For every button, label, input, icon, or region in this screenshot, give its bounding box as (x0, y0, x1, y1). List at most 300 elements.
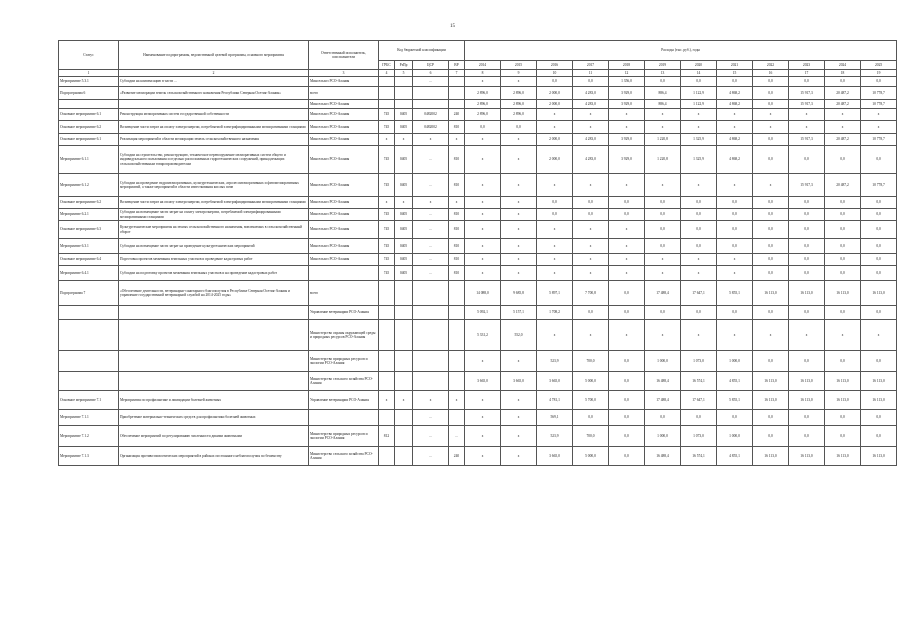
value-cell: 0,0 (717, 197, 753, 209)
value-cell: 4 781,1 (537, 391, 573, 410)
value-cell: х (501, 174, 537, 197)
executor-cell: Министерство природных ресурсов и экологии РСО-Алания (309, 426, 379, 447)
status-cell (59, 306, 119, 320)
value-cell: х (573, 320, 609, 351)
value-cell: 3 929,0 (609, 146, 645, 174)
value-cell: х (573, 239, 609, 254)
name-cell (119, 306, 309, 320)
value-cell: 0,0 (537, 209, 573, 221)
executor-cell: Министерство природных ресурсов и экологии РСО-Алания (309, 351, 379, 372)
name-cell: Субсидии на возмещение части затрат на оплату электроэнергии, потребляемой электрифицированными мелиоративными станциями (119, 209, 309, 221)
value-cell: 16 113,0 (753, 447, 789, 466)
rzpr-cell (395, 281, 413, 306)
value-cell: 16 113,0 (789, 281, 825, 306)
value-cell: х (645, 121, 681, 134)
value-cell: 0,0 (609, 426, 645, 447)
value-cell: 17 647,1 (681, 391, 717, 410)
value-cell: 16 113,0 (861, 391, 897, 410)
csr-cell: ... (413, 221, 449, 239)
value-cell: 2 000,0 (537, 134, 573, 146)
grbs-cell (379, 447, 395, 466)
value-cell: 16 113,0 (825, 281, 861, 306)
header-year-1: 2015 (501, 61, 537, 70)
name-cell (119, 351, 309, 372)
value-cell: 4 868,2 (717, 134, 753, 146)
value-cell: 0,0 (861, 197, 897, 209)
csr-cell: х (413, 197, 449, 209)
header-code-1: РзПр (395, 61, 413, 70)
rzpr-cell: 0405 (395, 146, 413, 174)
value-cell: 700,0 (573, 351, 609, 372)
rzpr-cell: х (395, 134, 413, 146)
rzpr-cell: 0405 (395, 239, 413, 254)
value-cell: 0,0 (681, 209, 717, 221)
value-cell: х (681, 174, 717, 197)
header-name: Наименование подпрограммы, ведомственной целевой программы, основного мероприятия (119, 41, 309, 70)
header-status: Статус (59, 41, 119, 70)
vr-cell: 810 (449, 121, 465, 134)
column-number: 3 (309, 70, 379, 77)
vr-cell: 810 (449, 239, 465, 254)
header-executor: Ответственный исполнитель, соисполнители (309, 41, 379, 70)
value-cell: х (609, 239, 645, 254)
table-row (59, 134, 897, 146)
vr-cell: 810 (449, 146, 465, 174)
status-cell (59, 372, 119, 391)
value-cell: 16 113,0 (789, 372, 825, 391)
value-cell: 0,0 (681, 77, 717, 87)
value-cell: 15 917,3 (789, 87, 825, 100)
value-cell: 0,0 (645, 221, 681, 239)
value-cell: х (501, 209, 537, 221)
value-cell: х (717, 121, 753, 134)
value-cell: 0,0 (609, 306, 645, 320)
value-cell: 2 000,0 (537, 87, 573, 100)
value-cell: х (573, 254, 609, 266)
vr-cell: 810 (449, 174, 465, 197)
status-cell: Мероприятие 7.1.1 (59, 410, 119, 426)
status-cell: Основное мероприятие 6.3 (59, 221, 119, 239)
value-cell: х (861, 109, 897, 121)
value-cell: х (465, 266, 501, 281)
value-cell: х (573, 121, 609, 134)
grbs-cell: 812 (379, 426, 395, 447)
value-cell: 569,1 (537, 410, 573, 426)
value-cell: х (537, 239, 573, 254)
value-cell: х (825, 109, 861, 121)
header-code-3: ВР (449, 61, 465, 70)
value-cell: 3 665,0 (537, 447, 573, 466)
value-cell: 0,0 (861, 351, 897, 372)
value-cell: 0,0 (645, 197, 681, 209)
value-cell: 1 000,0 (645, 351, 681, 372)
name-cell: Приобретение материально-технических средств для профилактики болезней животных (119, 410, 309, 426)
value-cell: х (717, 109, 753, 121)
header-year-6: 2020 (681, 61, 717, 70)
name-cell: Субсидии на компенсацию в части ... (119, 77, 309, 87)
status-cell: Мероприятие 6.2.1 (59, 209, 119, 221)
status-cell: Мероприятие 5.3.1 (59, 77, 119, 87)
value-cell: 0,0 (753, 351, 789, 372)
value-cell: 0,0 (609, 281, 645, 306)
csr-cell (413, 281, 449, 306)
vr-cell: х (449, 197, 465, 209)
value-cell: 20 487,2 (825, 174, 861, 197)
table-row (59, 221, 897, 239)
value-cell: 2 896,0 (501, 109, 537, 121)
header-code-0: ГРБС (379, 61, 395, 70)
status-cell: Основное мероприятие 6.4 (59, 254, 119, 266)
value-cell: 16 113,0 (753, 281, 789, 306)
value-cell: х (465, 146, 501, 174)
vr-cell (449, 351, 465, 372)
value-cell: 0,0 (789, 77, 825, 87)
value-cell: х (537, 266, 573, 281)
table-row (59, 254, 897, 266)
value-cell: 2 896,0 (465, 100, 501, 109)
vr-cell (449, 410, 465, 426)
value-cell: 0,0 (825, 209, 861, 221)
value-cell: х (609, 254, 645, 266)
grbs-cell: 745 (379, 109, 395, 121)
value-cell: 0,0 (573, 209, 609, 221)
vr-cell: 810 (449, 266, 465, 281)
value-cell: 0,0 (789, 209, 825, 221)
status-cell: Основное мероприятие 6.2 (59, 197, 119, 209)
table-row (59, 77, 897, 87)
value-cell: х (789, 121, 825, 134)
value-cell: 0,0 (825, 254, 861, 266)
value-cell: 0,0 (753, 239, 789, 254)
value-cell: 16 488,4 (645, 447, 681, 466)
executor-cell: Минсельхоз РСО-Алания (309, 254, 379, 266)
rzpr-cell: 0405 (395, 174, 413, 197)
name-cell (119, 100, 309, 109)
executor-cell: Минсельхоз РСО-Алания (309, 146, 379, 174)
rzpr-cell: х (395, 197, 413, 209)
value-cell: 5 000,0 (573, 372, 609, 391)
value-cell: х (861, 320, 897, 351)
value-cell: 5 157,1 (501, 306, 537, 320)
value-cell: х (501, 146, 537, 174)
grbs-cell (379, 100, 395, 109)
value-cell: 5 331,2 (465, 320, 501, 351)
vr-cell (449, 87, 465, 100)
column-number: 2 (119, 70, 309, 77)
executor-cell: Минсельхоз РСО-Алания (309, 121, 379, 134)
column-number: 18 (825, 70, 861, 77)
value-cell: 4 855,1 (717, 447, 753, 466)
table-row (59, 372, 897, 391)
value-cell: 0,0 (861, 426, 897, 447)
value-cell: х (465, 254, 501, 266)
value-cell: х (609, 121, 645, 134)
value-cell: 0,0 (573, 77, 609, 87)
rzpr-cell: 0405 (395, 266, 413, 281)
executor-cell: Минсельхоз РСО-Алания (309, 209, 379, 221)
value-cell: 4 855,1 (717, 372, 753, 391)
status-cell: Мероприятие 7.1.3 (59, 447, 119, 466)
value-cell: 1 356,0 (609, 77, 645, 87)
header-year-0: 2014 (465, 61, 501, 70)
table-row (59, 121, 897, 134)
rzpr-cell (395, 426, 413, 447)
value-cell: 0,0 (789, 146, 825, 174)
value-cell: х (753, 121, 789, 134)
value-cell: 0,0 (861, 221, 897, 239)
value-cell: 1 122,9 (681, 87, 717, 100)
value-cell: 4 283,0 (573, 134, 609, 146)
value-cell: 2 896,0 (465, 87, 501, 100)
table-row (59, 100, 897, 109)
table-row (59, 281, 897, 306)
csr-cell: 0482002 (413, 109, 449, 121)
value-cell: 0,0 (789, 266, 825, 281)
value-cell: 10 778,7 (861, 134, 897, 146)
value-cell: 0,0 (753, 134, 789, 146)
value-cell: 5 700,0 (573, 391, 609, 410)
value-cell: х (717, 254, 753, 266)
value-cell: 0,0 (861, 410, 897, 426)
grbs-cell: 745 (379, 266, 395, 281)
table-body (59, 77, 897, 466)
column-number: 12 (609, 70, 645, 77)
value-cell: х (537, 174, 573, 197)
value-cell: 0,0 (753, 254, 789, 266)
value-cell: х (645, 266, 681, 281)
value-cell: 700,0 (573, 426, 609, 447)
budget-table (58, 40, 897, 466)
vr-cell (449, 281, 465, 306)
column-number: 10 (537, 70, 573, 77)
value-cell: 16 113,0 (789, 391, 825, 410)
value-cell: 886,4 (645, 100, 681, 109)
executor-cell: Минсельхоз РСО-Алания (309, 109, 379, 121)
value-cell: 0,0 (681, 239, 717, 254)
value-cell: 0,0 (753, 410, 789, 426)
executor-cell: всего (309, 87, 379, 100)
value-cell: х (501, 221, 537, 239)
value-cell: 0,0 (573, 306, 609, 320)
executor-cell: Министерство охраны окружающей среды и природных ресурсов РСО-Алания (309, 320, 379, 351)
value-cell: х (465, 391, 501, 410)
rzpr-cell (395, 372, 413, 391)
rzpr-cell (395, 306, 413, 320)
executor-cell (309, 410, 379, 426)
executor-cell: Минсельхоз РСО-Алания (309, 197, 379, 209)
status-cell: Мероприятие 6.1.2 (59, 174, 119, 197)
value-cell: х (537, 109, 573, 121)
value-cell: х (645, 174, 681, 197)
value-cell: 16 113,0 (861, 447, 897, 466)
value-cell: 0,0 (753, 77, 789, 87)
rzpr-cell (395, 320, 413, 351)
header-year-3: 2017 (573, 61, 609, 70)
value-cell: х (501, 391, 537, 410)
column-number: 15 (717, 70, 753, 77)
csr-cell (413, 372, 449, 391)
header-year-2: 2016 (537, 61, 573, 70)
column-number: 17 (789, 70, 825, 77)
value-cell: х (573, 174, 609, 197)
status-cell: Основное мероприятие 7.1 (59, 391, 119, 410)
column-number: 11 (573, 70, 609, 77)
value-cell: 0,0 (753, 197, 789, 209)
header-year-9: 2023 (789, 61, 825, 70)
value-cell: 0,0 (681, 410, 717, 426)
value-cell: 1 000,0 (645, 426, 681, 447)
table-row (59, 209, 897, 221)
vr-cell: 810 (449, 254, 465, 266)
value-cell: 3 929,0 (609, 100, 645, 109)
value-cell: 0,0 (861, 266, 897, 281)
value-cell: 0,0 (609, 372, 645, 391)
grbs-cell: 745 (379, 174, 395, 197)
grbs-cell: 745 (379, 121, 395, 134)
value-cell: х (717, 174, 753, 197)
value-cell: 10 778,7 (861, 87, 897, 100)
value-cell: х (573, 221, 609, 239)
executor-cell: всего (309, 281, 379, 306)
value-cell: 16 113,0 (861, 372, 897, 391)
value-cell: 0,0 (753, 426, 789, 447)
table-row (59, 320, 897, 351)
table-row (59, 109, 897, 121)
value-cell: 0,0 (753, 221, 789, 239)
executor-cell: Управление ветеринарии РСО-Алания (309, 306, 379, 320)
page-number: 15 (450, 24, 455, 29)
value-cell: х (501, 239, 537, 254)
value-cell: х (501, 266, 537, 281)
name-cell: «Развитие мелиорации земель сельскохозяйственного назначения Республики Северная Осетия-Алания» (119, 87, 309, 100)
value-cell: х (753, 174, 789, 197)
grbs-cell (379, 87, 395, 100)
value-cell: 0,0 (753, 146, 789, 174)
value-cell: х (465, 209, 501, 221)
value-cell: 0,0 (861, 209, 897, 221)
table-row (59, 174, 897, 197)
value-cell: х (501, 77, 537, 87)
value-cell: 15 917,3 (789, 174, 825, 197)
value-cell: 0,0 (825, 306, 861, 320)
header-year-8: 2022 (753, 61, 789, 70)
value-cell: х (501, 134, 537, 146)
column-number: 13 (645, 70, 681, 77)
value-cell: 16 113,0 (861, 281, 897, 306)
name-cell (119, 320, 309, 351)
value-cell: х (465, 239, 501, 254)
table-row (59, 426, 897, 447)
column-number: 7 (449, 70, 465, 77)
csr-cell: х (413, 391, 449, 410)
name-cell: Культуртехнические мероприятия на землях сельскохозяйственного назначения, вовлекаемых в сельскохозяйственный оборот (119, 221, 309, 239)
grbs-cell (379, 77, 395, 87)
value-cell: х (609, 221, 645, 239)
column-number: 6 (413, 70, 449, 77)
value-cell: 0,0 (645, 410, 681, 426)
value-cell: 0,0 (789, 410, 825, 426)
rzpr-cell (395, 77, 413, 87)
value-cell: 0,0 (861, 77, 897, 87)
rzpr-cell: 0405 (395, 109, 413, 121)
csr-cell (413, 306, 449, 320)
value-cell: х (609, 320, 645, 351)
value-cell: х (537, 320, 573, 351)
value-cell: 0,0 (645, 77, 681, 87)
grbs-cell (379, 320, 395, 351)
value-cell: 0,0 (789, 426, 825, 447)
value-cell: 1 073,0 (681, 351, 717, 372)
csr-cell: ... (413, 209, 449, 221)
value-cell: х (501, 197, 537, 209)
value-cell: 0,0 (717, 410, 753, 426)
value-cell: 2 896,0 (501, 87, 537, 100)
value-cell: х (465, 197, 501, 209)
csr-cell (413, 320, 449, 351)
name-cell (119, 372, 309, 391)
header-year-4: 2018 (609, 61, 645, 70)
value-cell: 16 113,0 (753, 372, 789, 391)
value-cell: 0,0 (825, 197, 861, 209)
value-cell: х (501, 447, 537, 466)
value-cell: х (501, 426, 537, 447)
value-cell: 10 778,7 (861, 174, 897, 197)
value-cell: х (501, 410, 537, 426)
value-cell: х (825, 320, 861, 351)
value-cell: х (717, 266, 753, 281)
value-cell: 0,0 (537, 197, 573, 209)
value-cell: х (681, 121, 717, 134)
csr-cell: ... (413, 174, 449, 197)
status-cell: Подпрограмма 7 (59, 281, 119, 306)
table-header (59, 41, 897, 77)
rzpr-cell: 0405 (395, 254, 413, 266)
value-cell: 0,0 (609, 197, 645, 209)
value-cell: 1 000,0 (717, 426, 753, 447)
value-cell: 3 665,0 (537, 372, 573, 391)
value-cell: 20 487,2 (825, 134, 861, 146)
executor-cell (309, 266, 379, 281)
value-cell: 14 088,0 (465, 281, 501, 306)
status-cell: Мероприятие 6.1.1 (59, 146, 119, 174)
status-cell: Мероприятие 6.4.1 (59, 266, 119, 281)
value-cell: 4 283,0 (573, 100, 609, 109)
value-cell: 17 647,1 (681, 281, 717, 306)
value-cell: 0,0 (681, 306, 717, 320)
value-cell: 0,0 (609, 391, 645, 410)
status-cell: Основное мероприятие 6.2 (59, 121, 119, 134)
value-cell: 17 488,4 (645, 391, 681, 410)
vr-cell (449, 77, 465, 87)
value-cell: х (681, 254, 717, 266)
value-cell: 0,0 (861, 254, 897, 266)
value-cell: 2 000,0 (537, 146, 573, 174)
column-number: 8 (465, 70, 501, 77)
value-cell: 886,4 (645, 87, 681, 100)
value-cell: 0,0 (645, 306, 681, 320)
grbs-cell: х (379, 134, 395, 146)
value-cell: х (465, 410, 501, 426)
value-cell: 2 896,0 (465, 109, 501, 121)
executor-cell: Управление ветеринарии РСО-Алания (309, 391, 379, 410)
name-cell: Возмещение части затрат на оплату электроэнергии, потребляемой электрифицированными мелиоративными станциями (119, 121, 309, 134)
name-cell: Реализация мероприятий в области мелиорации земель сельскохозяйственного назначения (119, 134, 309, 146)
csr-cell: ... (413, 266, 449, 281)
value-cell: 552,0 (501, 320, 537, 351)
name-cell: «Обеспечение деятельности, ветеринарно-санитарного благополучия в Республике Северная Осетия-Алания и управление государственной ветеринарной службой на 2014-2025 годы» (119, 281, 309, 306)
value-cell: х (681, 266, 717, 281)
value-cell: 0,0 (861, 306, 897, 320)
